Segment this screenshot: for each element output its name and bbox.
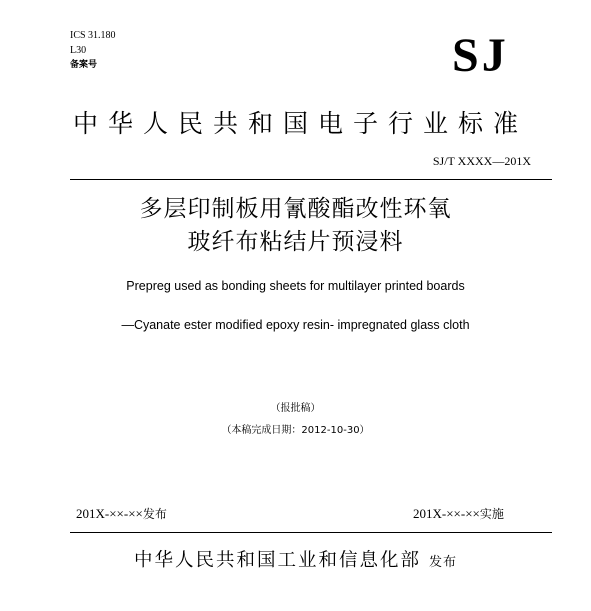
document-title-cn-line2: 玻纤布粘结片预浸料	[187, 229, 404, 255]
publish-label: 发布	[142, 507, 167, 521]
issuing-authority	[0, 548, 591, 576]
classification-code: L30	[70, 45, 87, 56]
publish-date-line	[76, 505, 167, 523]
issuer-name: 中华人民共和国工业和信息化部	[133, 550, 421, 571]
implement-label: 实施	[479, 507, 504, 521]
top-divider	[70, 179, 552, 180]
ics-code: ICS 31.180	[70, 30, 116, 41]
standard-type-title: 中华人民共和国电子行业标准	[72, 109, 528, 138]
draft-completion-date: （本稿完成日期：2012-10-30）	[221, 425, 370, 436]
implement-date-line	[413, 505, 504, 523]
implement-date: 201X-××-××	[413, 506, 480, 521]
filing-number-label: 备案号	[70, 60, 98, 70]
publish-date: 201X-××-××	[76, 506, 143, 521]
draft-status: （报批稿）	[270, 403, 321, 414]
standard-mark-logo: SJ	[452, 29, 509, 82]
bottom-divider	[70, 532, 552, 533]
document-title-cn-line1: 多层印制板用氰酸酯改性环氧	[139, 196, 452, 222]
issuer-action: 发布	[429, 555, 458, 570]
document-title-en-line2: —Cyanate ester modified epoxy resin- impregnated glass cloth	[121, 318, 470, 332]
standard-number: SJ/T XXXX—201X	[432, 154, 531, 168]
document-title-en-line1: Prepreg used as bonding sheets for multilayer printed boards	[126, 279, 465, 293]
